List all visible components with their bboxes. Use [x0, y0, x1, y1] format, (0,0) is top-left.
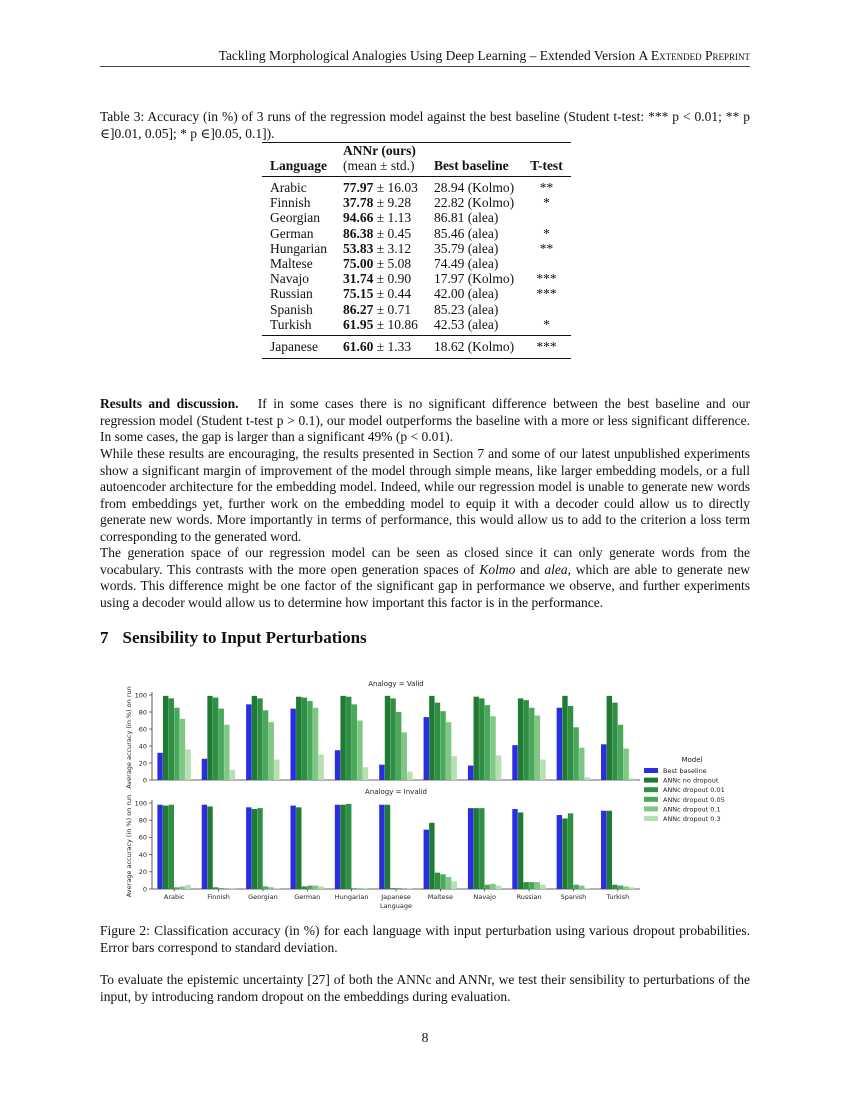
bar-0	[379, 765, 384, 780]
cell-annr: 77.97 ± 16.03	[343, 180, 418, 195]
cell-baseline: 28.94 (Kolmo)	[433, 180, 515, 195]
section-title: Sensibility to Input Perturbations	[122, 628, 367, 647]
x-tick-label: Japanese	[381, 893, 411, 901]
bar-5	[540, 885, 545, 889]
table-row	[262, 210, 571, 225]
y-axis-label: Average accuracy (in %) on run	[125, 794, 133, 898]
bar-3	[396, 712, 401, 780]
legend-title: Model	[681, 756, 703, 764]
bar-5	[452, 881, 457, 889]
cell-baseline: 85.23 (alea)	[433, 301, 499, 317]
bar-0	[335, 750, 340, 780]
x-tick-label: German	[294, 893, 321, 901]
y-tick-label: 0	[142, 776, 147, 785]
table-row-japanese	[262, 336, 571, 359]
legend-label: ANNc dropout 0.1	[663, 805, 721, 814]
cell-ttest: ***	[536, 286, 557, 302]
bar-2	[302, 698, 307, 780]
cell-ttest	[522, 302, 571, 317]
results-table	[262, 142, 571, 359]
cell-ttest: ***	[536, 271, 557, 287]
table-row	[262, 271, 571, 286]
figure-2-chart	[100, 675, 750, 915]
cell-language: Russian	[270, 286, 313, 302]
bar-1	[207, 696, 212, 780]
x-axis-label: Language	[379, 902, 413, 910]
bar-4	[269, 722, 274, 780]
bar-5	[585, 777, 590, 780]
bar-0	[246, 807, 251, 889]
closing-paragraph: To evaluate the epistemic uncertainty [27] of both the ANNc and ANNr, we test their sensibility to perturbations of the input, by introducing random dropout on the embeddings during evaluation.	[100, 972, 750, 1004]
bar-1	[518, 698, 523, 780]
bar-1	[562, 818, 567, 889]
legend-label: ANNc dropout 0.01	[663, 786, 725, 795]
table-row	[262, 317, 571, 336]
bar-4	[446, 877, 451, 889]
bar-4	[579, 748, 584, 780]
bar-2	[346, 804, 351, 889]
bar-3	[263, 886, 268, 889]
table-row	[262, 177, 571, 196]
bar-5	[230, 770, 235, 780]
table-caption: Table 3: Accuracy (in %) of 3 runs of the regression model against the best baseline (Student t-test: *** p < 0.01; ** p ∈]0.01, 0.05]; * p ∈]0.05, 0.1]).	[100, 109, 750, 141]
y-tick-label: 60	[138, 833, 147, 842]
legend-swatch	[644, 778, 658, 783]
bar-0	[424, 830, 429, 889]
bar-3	[174, 708, 179, 780]
figure-caption: Figure 2: Classification accuracy (in %) for each language with input perturbation using various dropout probabilities. Error bars correspond to standard deviation.	[100, 923, 750, 955]
y-tick-label: 40	[138, 850, 147, 859]
bar-2	[479, 808, 484, 889]
x-tick-label: Hungarian	[334, 893, 369, 901]
y-tick-label: 20	[138, 759, 147, 768]
bar-4	[357, 721, 362, 781]
bar-0	[157, 753, 162, 780]
bar-1	[607, 811, 612, 889]
bar-3	[219, 709, 224, 780]
legend-label: ANNc no dropout	[663, 776, 719, 785]
bar-0	[557, 815, 562, 889]
page-number: 8	[421, 1030, 429, 1045]
cell-ttest: *	[543, 316, 550, 332]
preprint-tag: A Extended Preprint	[638, 48, 750, 63]
results-paragraph-2: While these results are encouraging, the results presented in Section 7 and some of our latest unpublished experiments show a significant margin of improvement of the model through simple means, like larger embedding models, or a full autoencoder architecture for the embedding model. Indeed, while our regression model is unable to generate new words from embeddings yet, further work on the embedding model to equip it with a decoder could allow us to directly generate new words. More importantly in terms of performance, this would allow us to add to the criterion a loss term corresponding to the generated word.	[100, 446, 750, 544]
bar-4	[313, 886, 318, 889]
col-ttest: T-test	[522, 143, 571, 177]
col-baseline: Best baseline	[426, 143, 522, 177]
results-heading: Results and discussion.	[100, 396, 239, 411]
bar-1	[163, 696, 168, 780]
cell-baseline: 17.97 (Kolmo)	[433, 271, 515, 287]
bar-5	[318, 886, 323, 889]
table-row	[262, 226, 571, 241]
bar-4	[535, 882, 540, 889]
bar-5	[230, 888, 235, 889]
x-tick-label: Arabic	[163, 893, 185, 901]
bar-1	[474, 697, 479, 780]
x-tick-label: Turkish	[606, 893, 630, 901]
bar-1	[252, 696, 257, 780]
bar-0	[468, 808, 473, 889]
bar-1	[296, 807, 301, 889]
bar-4	[490, 716, 495, 780]
bar-2	[568, 813, 573, 889]
col-annr-sub: (mean ± std.)	[343, 158, 415, 173]
bar-0	[290, 806, 295, 889]
table-row	[262, 286, 571, 301]
bar-3	[396, 888, 401, 889]
bar-4	[446, 722, 451, 780]
bar-3	[440, 711, 445, 780]
bar-4	[357, 888, 362, 889]
bar-2	[302, 886, 307, 889]
bar-0	[557, 708, 562, 780]
panel-title: Analogy = Invalid	[365, 788, 427, 796]
bar-4	[535, 715, 540, 780]
legend-swatch	[644, 816, 658, 821]
table-header-row	[262, 143, 571, 177]
bar-5	[585, 888, 590, 889]
x-tick-label: Finnish	[207, 893, 230, 901]
bar-1	[474, 808, 479, 889]
bar-5	[318, 755, 323, 781]
cell-ttest	[522, 210, 571, 225]
table-row	[262, 195, 571, 210]
bar-5	[274, 888, 279, 889]
cell-language: Georgian	[270, 210, 320, 226]
bar-0	[512, 809, 517, 889]
bar-4	[402, 888, 407, 889]
bar-0	[335, 805, 340, 889]
bar-2	[612, 703, 617, 780]
bar-1	[385, 805, 390, 889]
y-tick-label: 100	[134, 799, 147, 808]
bar-1	[607, 696, 612, 780]
bar-2	[568, 706, 573, 780]
x-tick-label: Navajo	[473, 893, 496, 901]
cell-ttest: *	[543, 195, 550, 211]
bar-4	[180, 719, 185, 780]
results-paragraph-3: The generation space of our regression model can be seen as closed since it can only generate words from the vocabulary. This contrasts with the more open generation spaces of Kolmo and alea, which are able to generate new words. This difference might be one factor of the significant gap in performance we observe, and further experiments using a decoder would allow us to determine how important this factor is in the performance.	[100, 545, 750, 610]
bar-3	[618, 725, 623, 780]
cell-annr: 61.95 ± 10.86	[343, 316, 418, 332]
bar-5	[185, 749, 190, 780]
cell-language: Arabic	[270, 180, 307, 195]
bar-0	[157, 805, 162, 889]
bar-3	[219, 888, 224, 889]
bar-5	[363, 888, 368, 889]
x-tick-label: Maltese	[427, 893, 454, 901]
bar-5	[540, 760, 545, 780]
bar-4	[623, 749, 628, 780]
legend-label: Best baseline	[663, 767, 707, 775]
bar-1	[207, 806, 212, 889]
y-tick-label: 80	[138, 708, 147, 717]
bar-4	[180, 886, 185, 889]
bar-1	[252, 809, 257, 889]
x-tick-label: Russian	[516, 893, 542, 901]
table-row	[262, 241, 571, 256]
cell-annr: 94.66 ± 1.13	[343, 210, 412, 226]
bar-2	[169, 805, 174, 889]
bar-0	[379, 805, 384, 889]
bar-0	[468, 766, 473, 780]
bar-0	[202, 805, 207, 889]
bar-0	[290, 709, 295, 780]
cell-language: Japanese	[262, 336, 335, 359]
bar-0	[512, 745, 517, 780]
bar-2	[346, 697, 351, 780]
bar-3	[263, 710, 268, 780]
bar-1	[429, 823, 434, 889]
bar-3	[618, 886, 623, 889]
y-tick-label: 60	[138, 725, 147, 734]
bar-4	[623, 886, 628, 889]
bar-0	[601, 744, 606, 780]
bar-5	[496, 886, 501, 889]
bar-0	[202, 759, 207, 780]
bar-3	[307, 701, 312, 780]
y-tick-label: 40	[138, 742, 147, 751]
x-tick-label: Spanish	[560, 893, 587, 901]
bar-3	[352, 888, 357, 889]
cell-baseline: 85.46 (alea)	[433, 225, 499, 241]
bar-4	[490, 884, 495, 889]
y-tick-label: 100	[134, 691, 147, 700]
cell-annr: 53.83 ± 3.12	[343, 240, 412, 256]
cell-baseline: 22.82 (Kolmo)	[433, 195, 515, 211]
bar-3	[573, 885, 578, 889]
section-heading	[100, 628, 367, 648]
cell-annr: 61.60 ± 1.33	[335, 336, 426, 359]
bar-3	[485, 705, 490, 780]
col-annr: ANNr (ours) (mean ± std.)	[335, 143, 426, 177]
bar-5	[407, 888, 412, 889]
cell-annr: 86.38 ± 0.45	[343, 225, 412, 241]
cell-annr: 75.15 ± 0.44	[343, 286, 412, 302]
x-tick-label: Georgian	[248, 893, 278, 901]
bar-1	[518, 812, 523, 889]
bar-3	[174, 887, 179, 889]
table-row	[262, 302, 571, 317]
bar-0	[246, 704, 251, 780]
bar-2	[169, 698, 174, 780]
bar-5	[185, 885, 190, 889]
bar-2	[213, 698, 218, 780]
running-title: Tackling Morphological Analogies Using Deep Learning – Extended Version A Extended Preprint	[218, 48, 750, 63]
cell-annr: 86.27 ± 0.71	[343, 301, 412, 317]
bar-3	[352, 704, 357, 780]
cell-ttest: **	[539, 180, 554, 195]
panel-title: Analogy = Valid	[368, 680, 424, 688]
bar-1	[429, 696, 434, 780]
cell-language: Spanish	[270, 301, 313, 317]
bar-2	[612, 885, 617, 889]
cell-baseline: 42.00 (alea)	[433, 286, 499, 302]
cell-ttest: **	[539, 240, 554, 256]
bar-2	[390, 698, 395, 780]
legend-label: ANNc dropout 0.3	[663, 815, 721, 823]
cell-annr: 75.00 ± 5.08	[343, 256, 412, 272]
cell-baseline: 35.79 (alea)	[433, 240, 499, 256]
cell-baseline: 86.81 (alea)	[433, 210, 499, 226]
bar-5	[496, 755, 501, 780]
bar-3	[307, 886, 312, 889]
bar-3	[485, 885, 490, 889]
cell-annr: 31.74 ± 0.90	[343, 271, 412, 287]
bar-2	[390, 888, 395, 889]
cell-language: German	[270, 225, 314, 241]
bar-2	[479, 698, 484, 780]
bar-1	[340, 696, 345, 780]
bar-4	[313, 708, 318, 780]
bar-4	[269, 887, 274, 889]
y-tick-label: 80	[138, 816, 147, 825]
bar-2	[213, 887, 218, 889]
cell-baseline: 42.53 (alea)	[433, 316, 499, 332]
bar-3	[529, 708, 534, 780]
cell-language: Maltese	[270, 256, 313, 272]
section-number: 7	[100, 628, 109, 647]
y-tick-label: 0	[142, 885, 147, 894]
bar-2	[257, 808, 262, 889]
legend-swatch	[644, 787, 658, 792]
legend-swatch	[644, 806, 658, 811]
cell-language: Turkish	[270, 316, 312, 332]
bar-1	[385, 696, 390, 780]
results-paragraph-1: Results and discussion. If in some cases there is no significant difference between the best baseline and our regression model (Student t-test p > 0.1), our model outperforms the baseline with a more or less significant difference. In some cases, the gap is larger than a significant 49% (p < 0.01).	[100, 396, 750, 444]
bar-2	[523, 882, 528, 889]
bar-3	[573, 727, 578, 780]
bar-5	[452, 756, 457, 780]
cell-language: Hungarian	[270, 240, 327, 256]
cell-ttest: *	[543, 225, 550, 241]
cell-language: Navajo	[270, 271, 309, 287]
bar-1	[340, 805, 345, 889]
bar-5	[629, 778, 634, 780]
col-language: Language	[262, 143, 335, 177]
bar-0	[424, 717, 429, 780]
bar-2	[435, 873, 440, 889]
cell-baseline: 74.49 (alea)	[433, 256, 499, 272]
legend-swatch	[644, 768, 658, 773]
table-row	[262, 256, 571, 271]
cell-language: Finnish	[270, 195, 311, 211]
bar-5	[407, 772, 412, 781]
cell-baseline: 18.62 (Kolmo)	[426, 336, 522, 359]
bar-4	[579, 886, 584, 889]
bar-5	[274, 760, 279, 780]
bar-3	[529, 882, 534, 889]
legend-label: ANNc dropout 0.05	[663, 795, 725, 804]
bar-5	[629, 887, 634, 889]
cell-ttest	[522, 256, 571, 271]
y-tick-label: 20	[138, 868, 147, 877]
bar-4	[224, 725, 229, 780]
bar-1	[562, 696, 567, 780]
bar-4	[402, 732, 407, 780]
y-axis-label: Average accuracy (in %) on run	[125, 686, 133, 789]
bar-2	[435, 703, 440, 780]
bar-4	[224, 888, 229, 889]
cell-annr: 37.78 ± 9.28	[343, 195, 412, 211]
bar-2	[257, 698, 262, 780]
bar-1	[296, 697, 301, 780]
bar-2	[523, 700, 528, 780]
cell-ttest: ***	[522, 336, 571, 359]
legend-swatch	[644, 797, 658, 802]
bar-1	[163, 806, 168, 889]
bar-3	[440, 874, 445, 889]
running-header	[100, 46, 750, 67]
bar-5	[363, 767, 368, 780]
bar-0	[601, 811, 606, 889]
